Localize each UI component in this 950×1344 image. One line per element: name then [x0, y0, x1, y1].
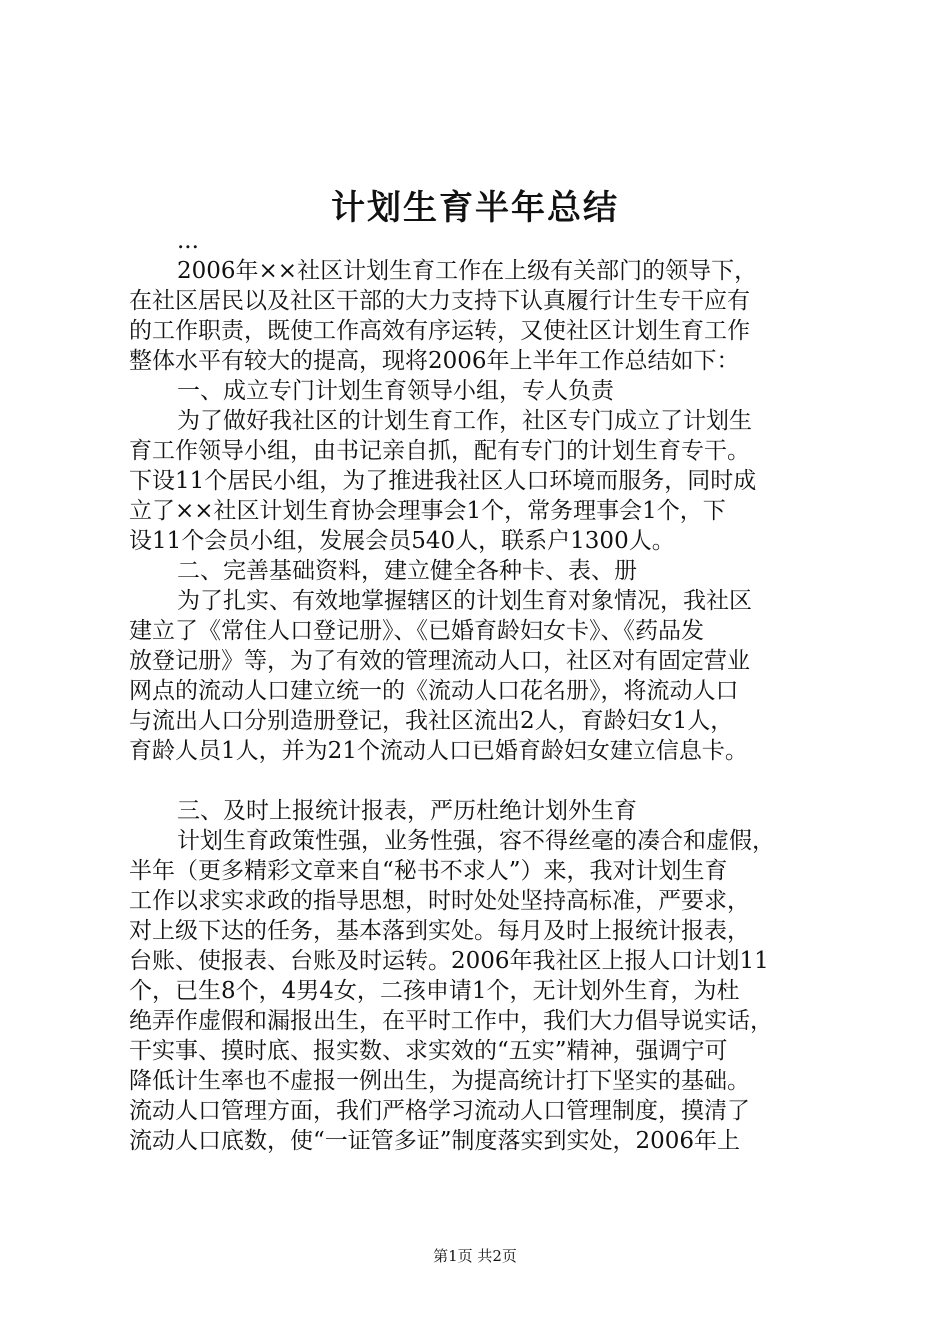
text-line: 设11个会员小组，发展会员540人，联系户1300人。: [129, 528, 675, 554]
text-line: 三、及时上报统计报表，严历杜绝计划外生育: [177, 798, 637, 824]
text-line: 二、完善基础资料，建立健全各种卡、表、册: [177, 558, 637, 584]
text-line: 与流出人口分别造册登记，我社区流出2人，育龄妇女1人，: [129, 708, 734, 734]
text-line: 建立了《常住人口登记册》、《已婚育龄妇女卡》、《药品发: [129, 618, 704, 644]
text-line: 为了做好我社区的计划生育工作，社区专门成立了计划生: [177, 408, 752, 434]
text-line: 育龄人员1人，并为21个流动人口已婚育龄妇女建立信息卡。: [129, 738, 748, 764]
text-line: 整体水平有较大的提高，现将2006年上半年工作总结如下：: [129, 348, 740, 374]
text-line: 下设11个居民小组，为了推进我社区人口环境而服务，同时成: [129, 468, 757, 494]
text-line: 为了扎实、有效地掌握辖区的计划生育对象情况，我社区: [177, 588, 752, 614]
text-line: 半年（更多精彩文章来自“秘书不求人”）来，我对计划生育: [129, 858, 728, 884]
text-line: 流动人口管理方面，我们严格学习流动人口管理制度，摸清了: [129, 1098, 750, 1124]
text-line: ...: [177, 228, 199, 254]
document-title: 计划生育半年总结: [331, 188, 619, 228]
text-line: 放登记册》等，为了有效的管理流动人口，社区对有固定营业: [129, 648, 750, 674]
text-line: 立了××社区计划生育协会理事会1个，常务理事会1个，下: [129, 498, 726, 524]
text-line: 计划生育政策性强，业务性强，容不得丝毫的凑合和虚假，: [177, 828, 775, 854]
text-line: 一、成立专门计划生育领导小组，专人负责: [177, 378, 614, 404]
text-line: 流动人口底数，使“一证管多证”制度落实到实处，2006年上: [129, 1128, 741, 1154]
document-body: [129, 226, 835, 1156]
text-line: 的工作职责，既使工作高效有序运转，又使社区计划生育工作: [129, 318, 750, 344]
text-line: 在社区居民以及社区干部的大力支持下认真履行计生专干应有: [129, 288, 750, 314]
text-line: 台账、使报表、台账及时运转。2006年我社区上报人口计划11: [129, 948, 769, 974]
text-line: 个，已生8个，4男4女，二孩申请1个，无计划外生育，为杜: [129, 978, 740, 1004]
text-line: 降低计生率也不虚报一例出生，为提高统计打下坚实的基础。: [129, 1068, 750, 1094]
page-footer: 第1页 共2页: [433, 1247, 517, 1265]
text-line: 干实事、摸时底、报实数、求实效的“五实”精神，强调宁可: [129, 1038, 728, 1064]
text-line: 工作以求实求政的指导思想，时时处处坚持高标准，严要求，: [129, 888, 750, 914]
text-line: [129, 766, 835, 796]
text-line: 对上级下达的任务，基本落到实处。每月及时上报统计报表，: [129, 918, 750, 944]
text-line: 网点的流动人口建立统一的《流动人口花名册》，将流动人口: [129, 678, 739, 704]
text-line: 育工作领导小组，由书记亲自抓，配有专门的计划生育专干。: [129, 438, 750, 464]
text-line: 绝弄作虚假和漏报出生，在平时工作中，我们大力倡导说实话，: [129, 1008, 773, 1034]
text-line: 2006年××社区计划生育工作在上级有关部门的领导下，: [177, 258, 758, 284]
